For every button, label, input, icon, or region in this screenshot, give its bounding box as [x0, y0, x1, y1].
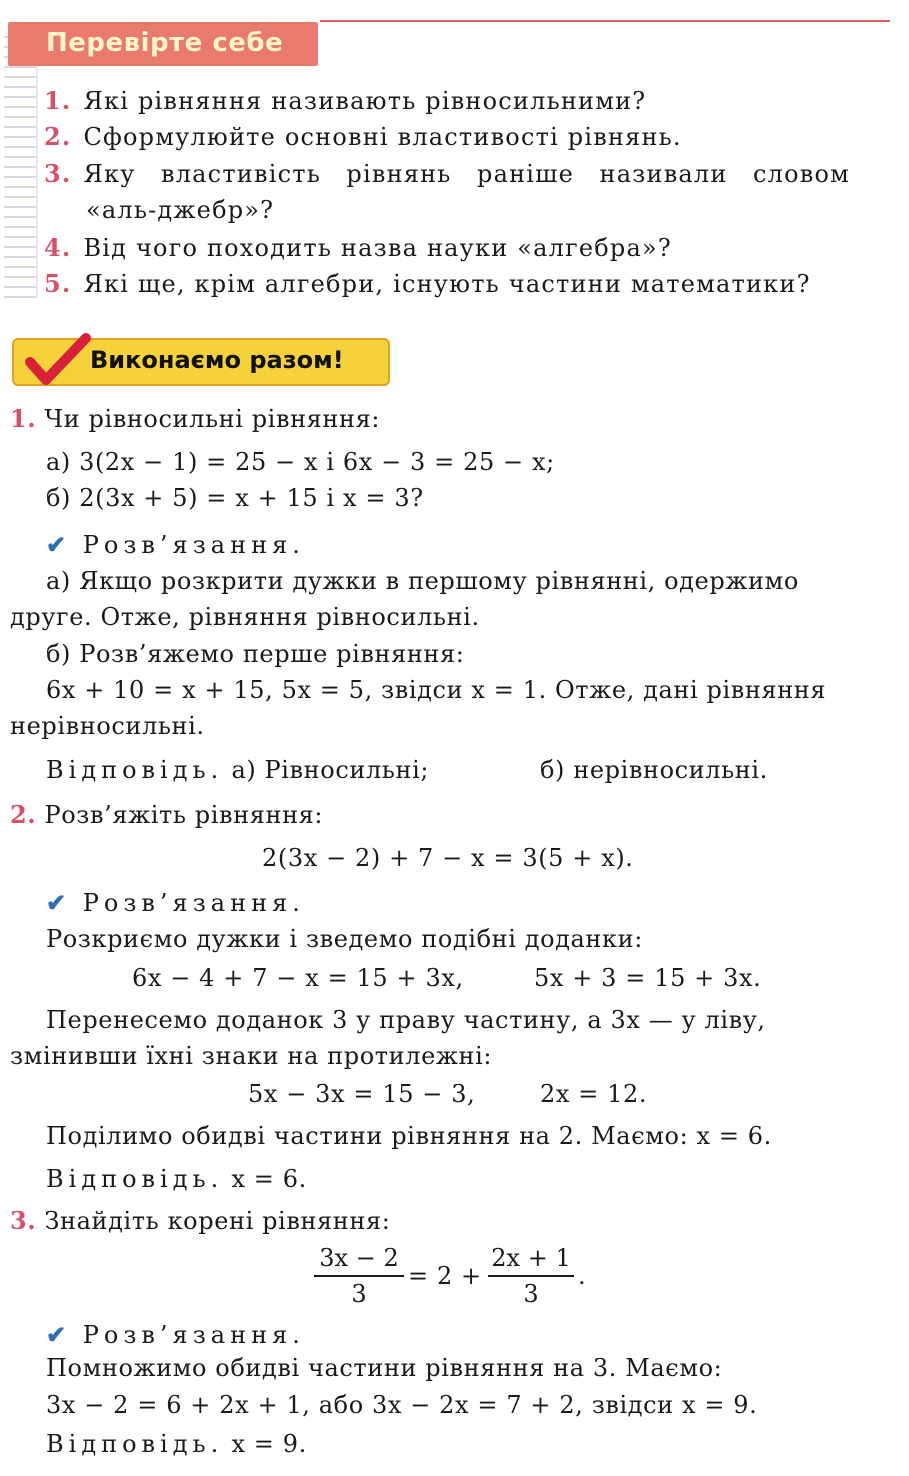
check-icon: ✔ [46, 1320, 67, 1349]
question-item-continuation: «аль-джебр»? [86, 196, 275, 224]
question-item: 3. Яку властивість рівнянь раніше називали словом [44, 159, 850, 188]
equation: 2(3x − 2) + 7 − x = 3(5 + x). [262, 844, 634, 872]
check-yourself-title: Перевірте себе [46, 28, 284, 58]
equation: 5x − 3x = 15 − 3, [248, 1080, 476, 1108]
checkmark-icon [22, 332, 92, 390]
equation: 2x = 12. [540, 1080, 648, 1108]
problem-1-b: б) 2(3x + 5) = x + 15 і x = 3? [46, 484, 424, 512]
question-item: 5. Які ще, крім алгебри, існують частини математики? [44, 269, 811, 298]
problem-3-solution-label: ✔ Розв’язання. [46, 1320, 305, 1349]
text-line: друге. Отже, рівняння рівносильні. [10, 603, 480, 631]
text-line: 3x − 2 = 6 + 2x + 1, або 3x − 2x = 7 + 2, звідси x = 9. [46, 1391, 758, 1419]
check-yourself-banner [8, 22, 318, 66]
problem-2-title: 2. Розв’яжіть рівняння: [10, 800, 324, 829]
equation: 5x + 3 = 15 + 3x. [534, 964, 762, 992]
problem-1-answer: Відповідь. а) Рівносильні; [46, 756, 430, 784]
text-line: 6x + 10 = x + 15, 5x = 5, звідси x = 1. Отже, дані рівняння [46, 676, 827, 704]
problem-2-solution-label: ✔ Розв’язання. [46, 888, 305, 917]
problem-1-a: а) 3(2x − 1) = 25 − x і 6x − 3 = 25 − x; [46, 448, 555, 476]
text-line: Розкриємо дужки і зведемо подібні доданки: [46, 925, 643, 953]
text-line: Перенесемо доданок 3 у праву частину, а 3x — у ліву, [46, 1006, 766, 1034]
question-item: 2. Сформулюйте основні властивості рівнянь. [44, 122, 682, 151]
text-line: а) Якщо розкрити дужки в першому рівнянні, одержимо [46, 567, 799, 595]
problem-2-answer: Відповідь. x = 6. [46, 1165, 307, 1193]
equation: 6x − 4 + 7 − x = 15 + 3x, [132, 964, 464, 992]
problem-1-solution-label: ✔ Розв’язання. [46, 530, 305, 559]
equation-middle: = 2 + [408, 1262, 482, 1290]
text-line: б) Розв’яжемо перше рівняння: [46, 640, 465, 668]
do-together-title: Виконаємо разом! [90, 346, 344, 374]
problem-3-answer: Відповідь. x = 9. [46, 1430, 307, 1458]
notebook-spiral [4, 28, 38, 298]
do-together-banner [12, 338, 390, 386]
problem-1-title: 1. Чи рівносильні рівняння: [10, 404, 381, 433]
question-item: 1. Які рівняння називають рівносильними? [44, 86, 647, 115]
equation-end: . [578, 1262, 587, 1290]
text-line: нерівносильні. [10, 712, 205, 740]
text-line: Помножимо обидві частини рівняння на 3. Маємо: [46, 1354, 723, 1382]
fraction: 3x − 2 3 [314, 1244, 404, 1308]
check-icon: ✔ [46, 530, 67, 559]
problem-3-title: 3. Знайдіть корені рівняння: [10, 1206, 391, 1235]
check-icon: ✔ [46, 888, 67, 917]
text-line: змінивши їхні знаки на протилежні: [10, 1042, 493, 1070]
problem-1-answer-b: б) нерівносильні. [540, 756, 768, 784]
text-line: Поділимо обидві частини рівняння на 2. Маємо: x = 6. [46, 1122, 772, 1150]
question-item: 4. Від чого походить назва науки «алгебра»? [44, 233, 672, 262]
top-rule [320, 20, 890, 22]
fraction: 2x + 1 3 [488, 1244, 574, 1308]
